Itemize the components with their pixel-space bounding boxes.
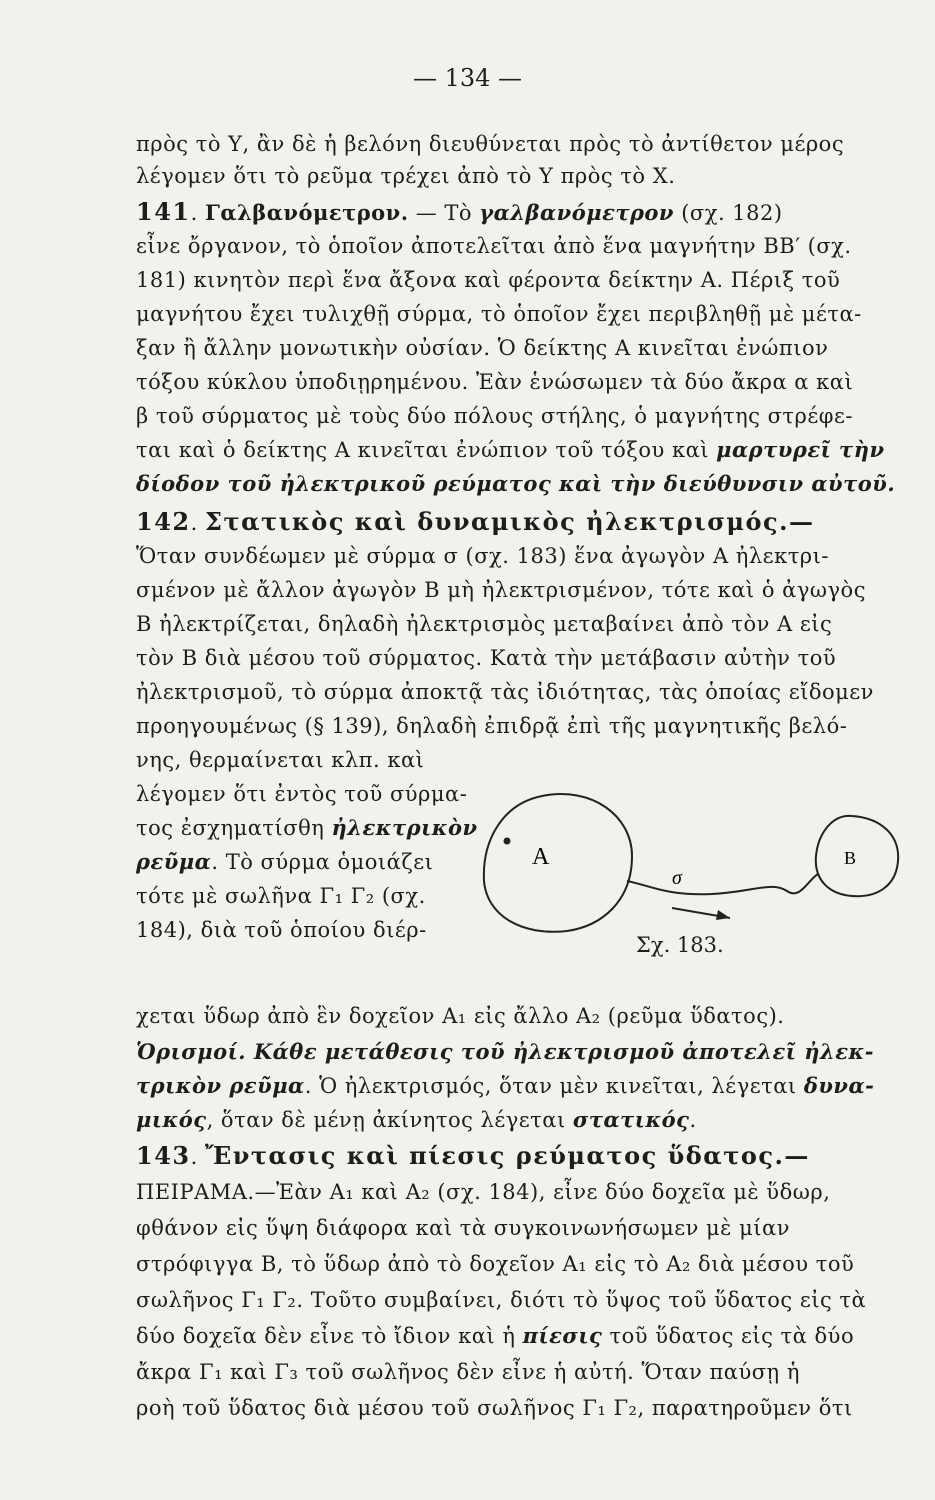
- text-line: ροὴ τοῦ ὕδατος διὰ μέσου τοῦ σωλῆνος Γ₁ Γ₂, παρατηροῦμεν ὅτι: [136, 1396, 853, 1420]
- text-line: [136, 1070, 901, 1102]
- page-number: — 134 —: [412, 64, 523, 92]
- text-line: Ὅταν συνδέωμεν μὲ σύρμα σ (σχ. 183) ἕνα ἀγωγὸν Α ἠλεκτρι-: [136, 544, 829, 568]
- text-line: β τοῦ σύρματος μὲ τοὺς δύο πόλους στήλης, ὁ μαγνήτης στρέφε-: [136, 404, 853, 428]
- text-line: Β ἠλεκτρίζεται, δηλαδὴ ἠλεκτρισμὸς μεταβαίνει ἀπὸ τὸν Α εἰς: [136, 612, 833, 636]
- text-line: λέγομεν ὅτι ἐντὸς τοῦ σύρμα-: [136, 782, 468, 806]
- text-line: νης, θερμαίνεται κλπ. καὶ: [136, 748, 425, 772]
- text-fragment: — Τὸ: [408, 201, 480, 225]
- text-line: πρὸς τὸ Υ, ἂν δὲ ἡ βελόνη διευθύνεται πρὸς τὸ ἀντίθετον μέρος: [136, 132, 845, 156]
- text-line: μαγνήτου ἔχει τυλιχθῇ σύρμα, τὸ ὁποῖον ἔχει περιβληθῇ μὲ μέτα-: [136, 302, 862, 326]
- text-line: στρόφιγγα Β, τὸ ὕδωρ ἀπὸ τὸ δοχεῖον Α₁ εἰς τὸ Α₂ διὰ μέσου τοῦ: [136, 1252, 855, 1276]
- text-fragment: πίεσις: [522, 1323, 603, 1348]
- text-line: προηγουμένως (§ 139), δηλαδὴ ἐπιδρᾷ ἐπὶ τῆς μαγνητικῆς βελό-: [136, 714, 848, 738]
- conductor-b: [816, 816, 898, 896]
- text-line: ἠλεκτρισμοῦ, τὸ σύρμα ἀποκτᾷ τὰς ἰδιότητας, τὰς ὁποίας εἴδομεν: [136, 680, 874, 704]
- text-line: ἄκρα Γ₁ καὶ Γ₃ τοῦ σωλῆνος δὲν εἶνε ἡ αὐτή. Ὅταν παύσῃ ἡ: [136, 1360, 800, 1384]
- text-fragment: ται καὶ ὁ δείκτης Α κινεῖται ἐνώπιον τοῦ τόξου καὶ: [136, 438, 717, 462]
- text-line: χεται ὕδωρ ἀπὸ ἓν δοχεῖον Α₁ εἰς ἄλλο Α₂ (ρεῦμα ὕδατος).: [136, 1004, 785, 1028]
- text-line: εἶνε ὄργανον, τὸ ὁποῖον ἀποτελεῖται ἀπὸ ἕνα μαγνήτην ΒΒ′ (σχ.: [136, 234, 852, 258]
- section-143-heading: 143. Ἔντασις καὶ πίεσις ρεύματος ὕδατος.—: [136, 1141, 810, 1170]
- text-line: 181) κινητὸν περὶ ἕνα ἄξονα καὶ φέροντα δείκτην Α. Πέριξ τοῦ: [136, 268, 841, 292]
- text-fragment: στατικός: [572, 1107, 690, 1132]
- section-142-heading: 142. Στατικὸς καὶ δυναμικὸς ἠλεκτρισμός.—: [136, 507, 815, 536]
- label-a: Α: [532, 844, 550, 870]
- text-line: φθάνον εἰς ὕψη διάφορα καὶ τὰ συγκοινωνήσωμεν μὲ μίαν: [136, 1216, 790, 1240]
- text-line: 184), διὰ τοῦ ὁποίου διέρ-: [136, 918, 427, 942]
- text-line: [136, 846, 466, 878]
- text-line: ξαν ἢ ἄλλην μονωτικὴν οὐσίαν. Ὁ δείκτης Α κινεῖται ἐνώπιον: [136, 336, 829, 360]
- charge-dot: [504, 838, 511, 845]
- text-line: [136, 812, 478, 844]
- text-line: τότε μὲ σωλῆνα Γ₁ Γ₂ (σχ.: [136, 884, 426, 908]
- text-fragment: , ὅταν δὲ μένῃ ἀκίνητος λέγεται: [206, 1108, 573, 1132]
- text-fragment: μαρτυρεῖ τὴν: [716, 437, 885, 462]
- text-line: σωλῆνος Γ₁ Γ₂. Τοῦτο συμβαίνει, διότι τὸ ὕψος τοῦ ὕδατος εἰς τὰ: [136, 1288, 867, 1312]
- text-line: τόξου κύκλου ὑποδιῃρημένου. Ἐὰν ἑνώσωμεν τὰ δύο ἄκρα α καὶ: [136, 370, 854, 394]
- text-fragment: γαλβανόμετρον: [479, 200, 675, 225]
- text-line: [136, 1104, 901, 1136]
- section-title: Γαλβανόμετρον.: [204, 200, 409, 225]
- text-line: σμένον μὲ ἄλλον ἀγωγὸν Β μὴ ἠλεκτρισμένον, τότε καὶ ὁ ἀγωγὸς: [136, 578, 866, 602]
- label-wire: σ: [672, 867, 682, 889]
- text-fragment: . Ὁ ἠλεκτρισμός, ὅταν μὲν κινεῖται, λέγεται: [304, 1074, 804, 1098]
- text-line: λέγομεν ὅτι τὸ ρεῦμα τρέχει ἀπὸ τὸ Υ πρὸς τὸ Χ.: [136, 164, 676, 188]
- figure-caption: Σχ. 183.: [636, 933, 724, 957]
- text-fragment: .: [689, 1108, 697, 1132]
- conductor-a: [484, 794, 632, 932]
- text-fragment: τοῦ ὕδατος εἰς τὰ δύο: [602, 1324, 855, 1348]
- section-number: 142: [136, 507, 191, 536]
- section-141-heading: 141. Γαλβανόμετρον. — Τὸ γαλβανόμετρον (σχ. 182): [136, 197, 783, 226]
- wire: [627, 874, 818, 894]
- text-fragment: τρικὸν ρεῦμα: [136, 1073, 305, 1098]
- text-fragment: ρεῦμα: [136, 849, 212, 874]
- text-fragment: μικός: [136, 1107, 207, 1132]
- text-line: [136, 1320, 901, 1352]
- text-line: Ὁρισμοί. Κάθε μετάθεσις τοῦ ἠλεκτρισμοῦ ἀποτελεῖ ἠλεκ-: [136, 1039, 874, 1064]
- section-number: 141: [136, 197, 191, 226]
- text-fragment: (σχ. 182): [674, 201, 783, 225]
- text-line: [136, 434, 901, 466]
- text-line: ΠΕΙΡΑΜΑ.—Ἐὰν Α₁ καὶ Α₂ (σχ. 184), εἶνε δύο δοχεῖα μὲ ὕδωρ,: [136, 1180, 831, 1204]
- text-fragment: τος ἐσχηματίσθη: [136, 816, 332, 840]
- section-title: Ἔντασις καὶ πίεσις ρεύματος ὕδατος.—: [204, 1141, 810, 1170]
- text-fragment: δύο δοχεῖα δὲν εἶνε τὸ ἴδιον καὶ ἡ: [136, 1324, 523, 1348]
- label-b: Β: [844, 848, 857, 868]
- text-fragment: . Τὸ σύρμα ὁμοιάζει: [211, 850, 434, 874]
- text-line: τὸν Β διὰ μέσου τοῦ σύρματος. Κατὰ τὴν μετάβασιν αὐτὴν τοῦ: [136, 646, 837, 670]
- section-number: 143: [136, 1141, 191, 1170]
- section-title: Στατικὸς καὶ δυναμικὸς ἠλεκτρισμός.—: [204, 507, 815, 536]
- text-fragment: δυνα-: [803, 1073, 875, 1098]
- text-line: δίοδον τοῦ ἠλεκτρικοῦ ρεύματος καὶ τὴν διεύθυνσιν αὐτοῦ.: [136, 471, 896, 496]
- text-fragment: ἠλεκτρικὸν: [331, 815, 478, 840]
